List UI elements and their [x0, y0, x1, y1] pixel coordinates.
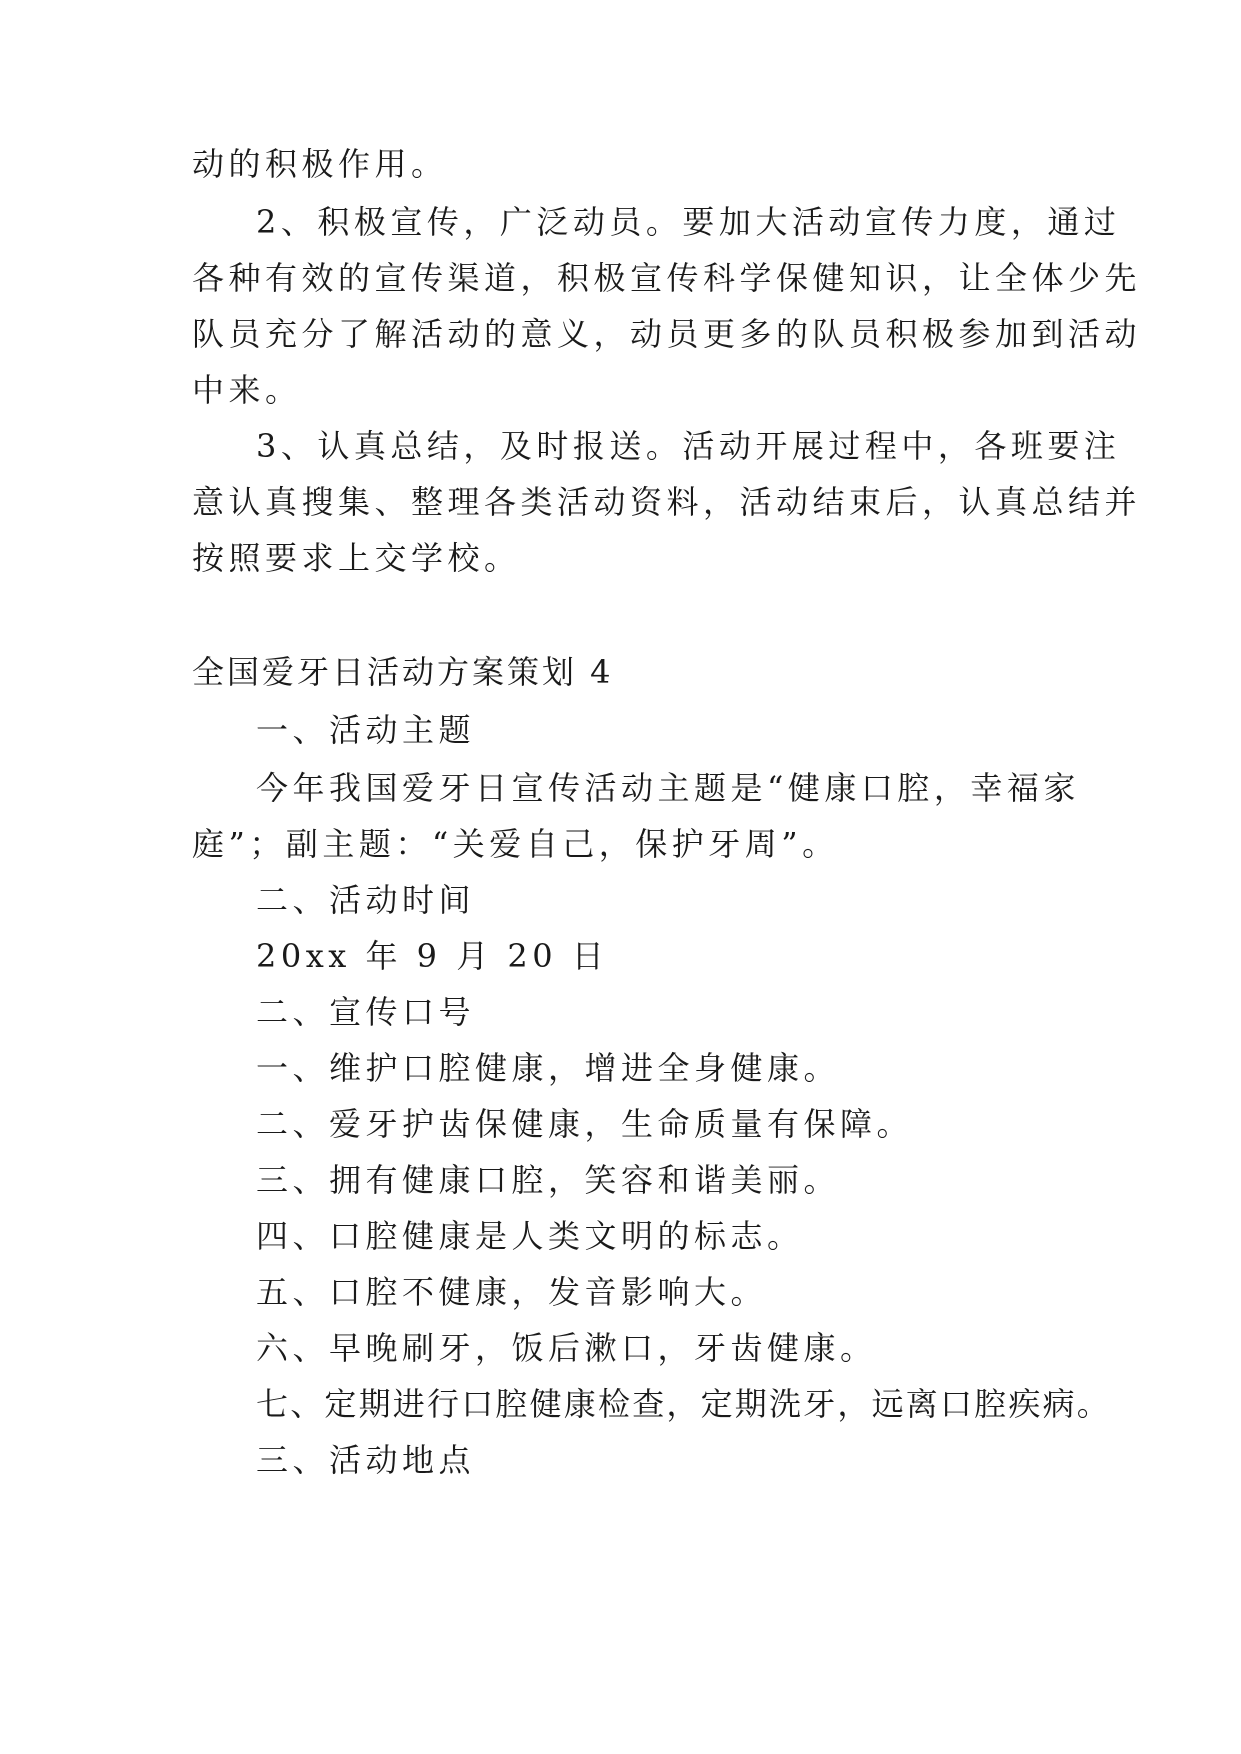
paragraph-line: 各种有效的宣传渠道，积极宣传科学保健知识，让全体少先 [192, 259, 1142, 297]
paragraph-line: 2、积极宣传，广泛动员。要加大活动宣传力度，通过 [256, 203, 1121, 241]
section-title: 全国爱牙日活动方案策划 4 [192, 653, 614, 691]
slogan-line: 五、口腔不健康，发音影响大。 [256, 1273, 768, 1311]
paragraph-line: 3、认真总结，及时报送。活动开展过程中，各班要注 [256, 427, 1121, 465]
slogan-line: 六、早晚刷牙，饭后漱口，牙齿健康。 [256, 1329, 877, 1367]
paragraph-line: 队员充分了解活动的意义，动员更多的队员积极参加到活动 [192, 315, 1142, 353]
date-line: 20xx 年 9 月 20 日 [256, 937, 609, 975]
slogan-line: 三、拥有健康口腔，笑容和谐美丽。 [256, 1161, 841, 1199]
paragraph-line: 庭”；副主题：“关爱自己，保护牙周”。 [192, 825, 839, 863]
paragraph-line: 今年我国爱牙日宣传活动主题是“健康口腔，幸福家 [256, 769, 1080, 807]
slogan-line: 七、定期进行口腔健康检查，定期洗牙，远离口腔疾病。 [256, 1385, 1112, 1423]
slogan-line: 四、口腔健康是人类文明的标志。 [256, 1217, 804, 1255]
heading-line: 二、活动时间 [256, 881, 476, 919]
heading-line: 一、活动主题 [256, 711, 476, 749]
paragraph-line: 动的积极作用。 [192, 145, 448, 183]
heading-line: 二、宣传口号 [256, 993, 476, 1031]
heading-line: 三、活动地点 [256, 1441, 476, 1479]
slogan-line: 一、维护口腔健康，增进全身健康。 [256, 1049, 841, 1087]
paragraph-line: 意认真搜集、整理各类活动资料，活动结束后，认真总结并 [192, 483, 1142, 521]
slogan-line: 二、爱牙护齿保健康，生命质量有保障。 [256, 1105, 914, 1143]
paragraph-line: 中来。 [192, 371, 302, 409]
paragraph-line: 按照要求上交学校。 [192, 539, 521, 577]
